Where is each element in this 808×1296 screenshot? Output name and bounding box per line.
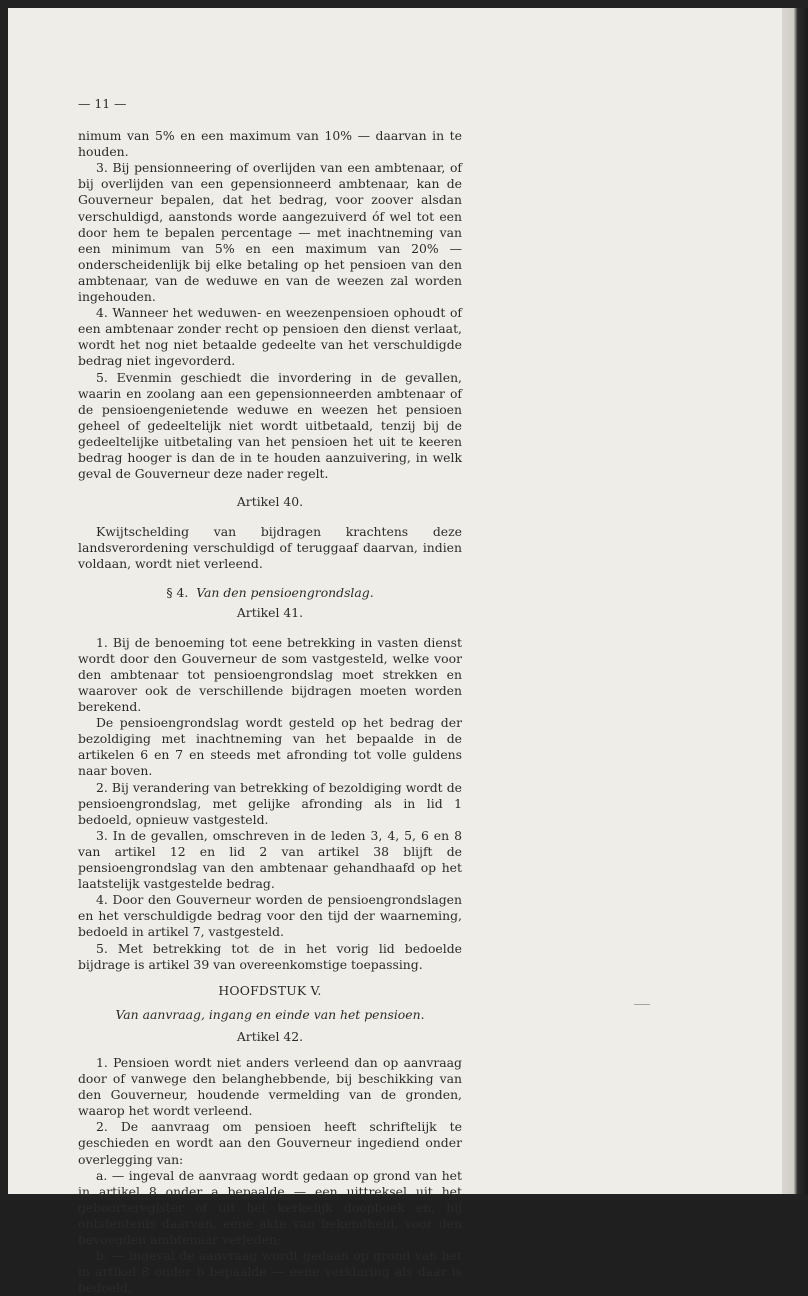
text-column (78, 96, 462, 1296)
paragraph-art40: Kwijtschelding van bijdragen krachtens deze landsverordening verschuldigd of teruggaaf daarvan, indien voldaan, wordt niet verleend. (78, 524, 462, 572)
paragraph-art39-lid5: 5. Evenmin geschiedt die invordering in de gevallen, waarin en zoolang aan een gepensionneerden ambtenaar of de pensioengenietende weduwe en weezen het pensioen geheel of gedeeltelijk niet wordt uitbetaald, tenzij bij de gedeeltelijke uitbetaling van het pensioen het uit te keeren bedrag hooger is dan de in te houden aanzuivering, in welk geval de Gouverneur deze nader regelt. (78, 369, 462, 482)
section-heading (78, 585, 462, 601)
paragraph-art41-lid2: 2. Bij verandering van betrekking of bezoldiging wordt de pensioengrondslag, met gelijke afronding als in lid 1 bedoeld, opnieuw vastgesteld. (78, 779, 462, 827)
paragraph-art41-lid5: 5. Met betrekking tot de in het vorig lid bedoelde bijdrage is artikel 39 van overeenkomstige toepassing. (78, 940, 462, 972)
paragraph-continuation: nimum van 5% en een maximum van 10% — daarvan in te houden. (78, 128, 462, 160)
paragraph-art42-item-a: a. — ingeval de aanvraag wordt gedaan op grond van het in artikel 8 onder a bepaalde — een uittreksel uit het geboorteregister of uit het kerkelijk doopboek en, bij ontstentenis daarvan, eene akte van bekendheid, voor den bevoegden ambtenaar verleden; (78, 1167, 462, 1247)
paragraph-art39-lid3: 3. Bij pensionneering of overlijden van een ambtenaar, of bij overlijden van een gepensionneerd ambtenaar, kan de Gouverneur bepalen, dat het bedrag, voor zoover alsdan verschuldigd, aanstonds worde aangezuiverd óf wel tot een door hem te bepalen percentage — met inachtneming van een minimum van 5% en een maximum van 20% — onderscheidenlijk bij elke betaling op het pensioen van den ambtenaar, van de weduwe en van de weezen zal worden ingehouden. (78, 160, 462, 305)
chapter-title: Van aanvraag, ingang en einde van het pensioen. (115, 1006, 425, 1022)
section-number: § 4. (166, 584, 189, 600)
paragraph-art41-lid4: 4. Door den Gouverneur worden de pensioengrondslagen en het verschuldigde bedrag voor den tijd der waarneming, bedoeld in artikel 7, vastgesteld. (78, 892, 462, 940)
heading-artikel-40: Artikel 40. (236, 494, 304, 510)
paragraph-art42-item-b: b. — ingeval de aanvraag wordt gedaan op grond van het in artikel 8 onder b bepaalde — eene verklaring als daar is bedoeld; (78, 1248, 462, 1296)
page-edge (782, 8, 808, 1194)
paragraph-art39-lid4: 4. Wanneer het weduwen- en weezenpensioen ophoudt of een ambtenaar zonder recht op pensioen den dienst verlaat, wordt het nog niet betaalde gedeelte van het verschuldigde bedrag niet ingevorderd. (78, 305, 462, 369)
margin-mark (634, 1004, 650, 1005)
heading-artikel-41: Artikel 41. (236, 604, 304, 620)
document-page (8, 8, 782, 1296)
heading-artikel-42: Artikel 42. (236, 1028, 304, 1044)
paragraph-art42-lid2: 2. De aanvraag om pensioen heeft schriftelijk te geschieden en wordt aan den Gouverneur ingediend onder overlegging van: (78, 1119, 462, 1167)
paragraph-art41-lid1b: De pensioengrondslag wordt gesteld op het bedrag der bezoldiging met inachtneming van het bepaalde in de artikelen 6 en 7 en steeds met afronding tot volle guldens naar boven. (78, 715, 462, 779)
page-number: — 11 — (78, 96, 127, 111)
paragraph-art41-lid3: 3. In de gevallen, omschreven in de leden 3, 4, 5, 6 en 8 van artikel 12 en lid 2 van artikel 38 blijft de pensioengrondslag van den ambtenaar gehandhaafd op het laatstelijk vastgestelde bedrag. (78, 827, 462, 892)
chapter-heading: HOOFDSTUK V. (218, 982, 322, 998)
paragraph-art42-lid1: 1. Pensioen wordt niet anders verleend dan op aanvraag door of vanwege den belanghebbende, bij beschikking van den Gouverneur, houdende vermelding van de gronden, waarop het wordt verleend. (78, 1054, 462, 1119)
section-title: Van den pensioengrondslag. (196, 584, 374, 600)
paragraph-art41-lid1: 1. Bij de benoeming tot eene betrekking in vasten dienst wordt door den Gouverneur de som vastgesteld, welke voor den ambtenaar tot pensioengrondslag moet strekken en waarover ook de verschillende bijdragen moeten worden berekend. (78, 634, 462, 715)
